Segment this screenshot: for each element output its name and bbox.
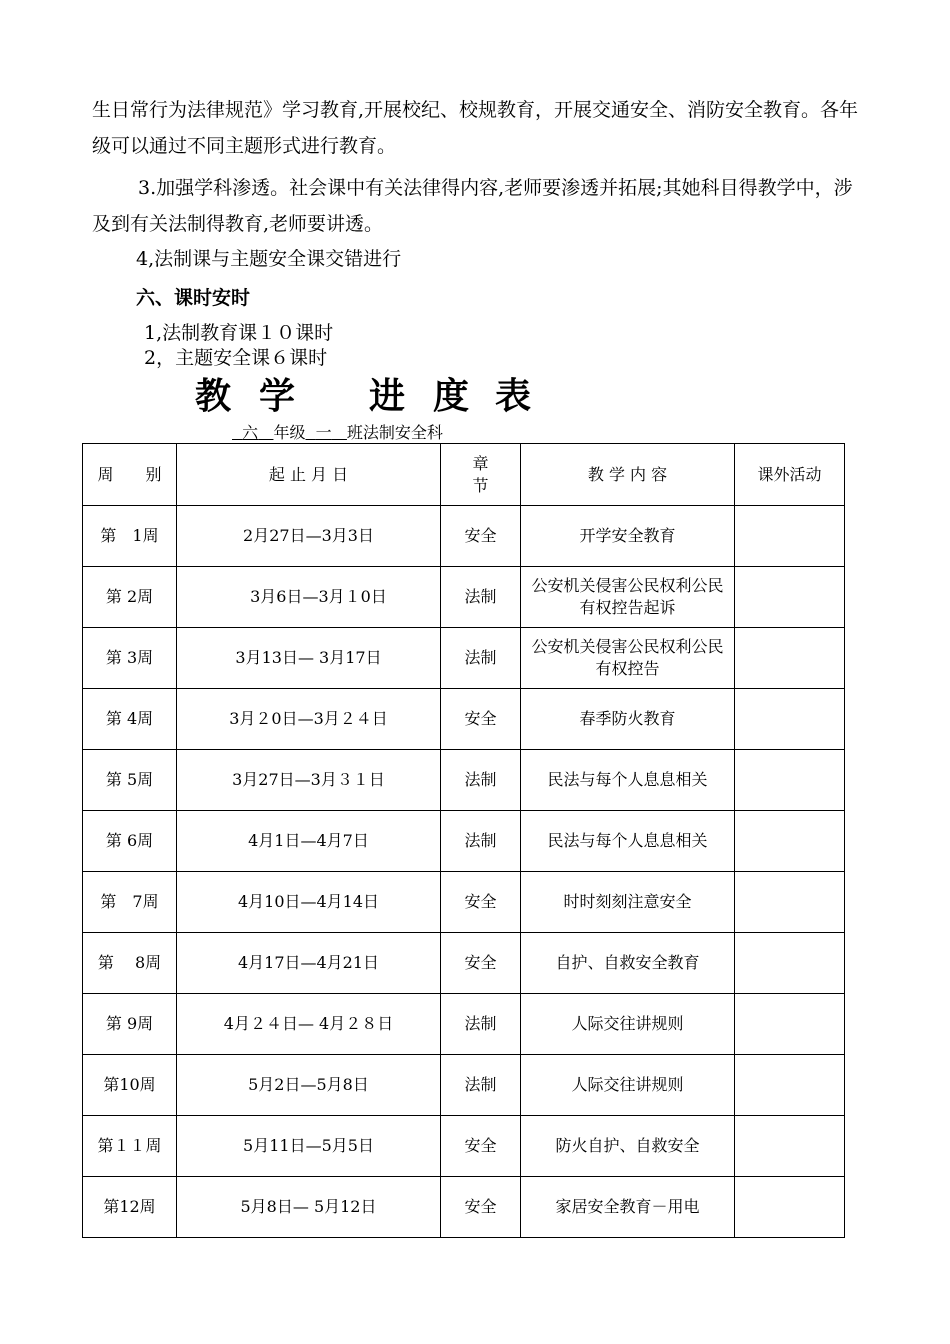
week-cell: 第 9周 (83, 994, 177, 1055)
activity-cell (735, 933, 845, 994)
activity-cell (735, 994, 845, 1055)
table-row (83, 567, 845, 628)
section-heading: 六、课时安时 (136, 287, 251, 309)
dates-cell: 5月2日—5月8日 (177, 1055, 441, 1116)
activity-cell (735, 567, 845, 628)
table-row (83, 628, 845, 689)
schedule-table (82, 443, 845, 1238)
title-char-2: 学 (259, 375, 296, 417)
table-header-row (83, 444, 845, 506)
intro-paragraph-1: 生日常行为法律规范》学习教育,开展校纪、校规教育，开展交通安全、消防安全教育。各年级可以通过不同主题形式进行教育。 (92, 99, 859, 157)
table-row (83, 1177, 845, 1238)
activity-cell (735, 811, 845, 872)
dates-cell: 3月２0日—3月２４日 (177, 689, 441, 750)
grade-value: 六 (242, 423, 259, 442)
content-cell: 公安机关侵害公民权利公民有权控告起诉 (521, 567, 735, 628)
header-chapter: 章 节 (441, 444, 521, 506)
dates-cell: 5月11日—5月5日 (177, 1116, 441, 1177)
table-row (83, 994, 845, 1055)
content-cell: 自护、自救安全教育 (521, 933, 735, 994)
chapter-cell: 法制 (441, 628, 521, 689)
week-cell: 第 3周 (83, 628, 177, 689)
activity-cell (735, 750, 845, 811)
week-cell: 第 1周 (83, 506, 177, 567)
title-char-1: 教 (195, 375, 232, 417)
intro-paragraph-2: 3.加强学科渗透。社会课中有关法律得内容,老师要渗透并拓展;其她科目得教学中，涉及到有关法制得教育,老师要讲透。 (92, 177, 853, 235)
content-cell: 民法与每个人息息相关 (521, 811, 735, 872)
activity-cell (735, 872, 845, 933)
section-item-2: 2，主题安全课６课时 (144, 347, 328, 369)
dates-cell: 4月２４日— 4月２８日 (177, 994, 441, 1055)
week-cell: 第 4周 (83, 689, 177, 750)
content-cell: 民法与每个人息息相关 (521, 750, 735, 811)
week-cell: 第 6周 (83, 811, 177, 872)
table-row (83, 933, 845, 994)
chapter-cell: 法制 (441, 750, 521, 811)
week-cell: 第１１周 (83, 1116, 177, 1177)
chapter-cell: 安全 (441, 506, 521, 567)
chapter-cell: 法制 (441, 567, 521, 628)
table-row (83, 811, 845, 872)
week-cell: 第 5周 (83, 750, 177, 811)
table-row (83, 872, 845, 933)
dates-cell: 2月27日—3月3日 (177, 506, 441, 567)
activity-cell (735, 506, 845, 567)
chapter-cell: 法制 (441, 811, 521, 872)
title-char-5: 表 (495, 375, 532, 417)
table-row (83, 1116, 845, 1177)
title-char-4: 度 (433, 375, 470, 417)
dates-cell: 4月1日—4月7日 (177, 811, 441, 872)
dates-cell: 3月6日—3月１0日 (177, 567, 441, 628)
dates-cell: 3月27日—3月３１日 (177, 750, 441, 811)
activity-cell (735, 628, 845, 689)
class-value: 一 (315, 423, 332, 442)
content-cell: 春季防火教育 (521, 689, 735, 750)
dates-cell: 4月10日—4月14日 (177, 872, 441, 933)
week-cell: 第 8周 (83, 933, 177, 994)
table-row (83, 689, 845, 750)
dates-cell: 4月17日—4月21日 (177, 933, 441, 994)
activity-cell (735, 1116, 845, 1177)
activity-cell (735, 1055, 845, 1116)
chapter-cell: 安全 (441, 1116, 521, 1177)
week-cell: 第12周 (83, 1177, 177, 1238)
content-cell: 开学安全教育 (521, 506, 735, 567)
chapter-cell: 安全 (441, 689, 521, 750)
table-row (83, 1055, 845, 1116)
dates-cell: 5月8日— 5月12日 (177, 1177, 441, 1238)
header-content: 教 学 内 容 (521, 444, 735, 506)
intro-paragraph-3: 4,法制课与主题安全课交错进行 (136, 248, 402, 270)
content-cell: 时时刻刻注意安全 (521, 872, 735, 933)
week-cell: 第 7周 (83, 872, 177, 933)
header-activity: 课外活动 (735, 444, 845, 506)
table-row (83, 750, 845, 811)
subject-suffix: 班法制安全科 (346, 423, 443, 442)
dates-cell: 3月13日— 3月17日 (177, 628, 441, 689)
grade-suffix: 年级 (273, 423, 306, 442)
header-week: 周 别 (83, 444, 177, 506)
chapter-cell: 安全 (441, 872, 521, 933)
content-cell: 防火自护、自救安全 (521, 1116, 735, 1177)
header-dates: 起 止 月 日 (177, 444, 441, 506)
content-cell: 人际交往讲规则 (521, 1055, 735, 1116)
table-row (83, 506, 845, 567)
content-cell: 人际交往讲规则 (521, 994, 735, 1055)
title-char-3: 进 (369, 375, 406, 417)
section-item-1: 1,法制教育课１０课时 (144, 322, 334, 344)
chapter-cell: 安全 (441, 1177, 521, 1238)
week-cell: 第 2周 (83, 567, 177, 628)
activity-cell (735, 1177, 845, 1238)
class-subtitle (232, 420, 443, 443)
chapter-cell: 法制 (441, 994, 521, 1055)
page-title (195, 368, 531, 419)
content-cell: 家居安全教育－用电 (521, 1177, 735, 1238)
week-cell: 第10周 (83, 1055, 177, 1116)
chapter-cell: 安全 (441, 933, 521, 994)
activity-cell (735, 689, 845, 750)
chapter-cell: 法制 (441, 1055, 521, 1116)
content-cell: 公安机关侵害公民权利公民有权控告 (521, 628, 735, 689)
